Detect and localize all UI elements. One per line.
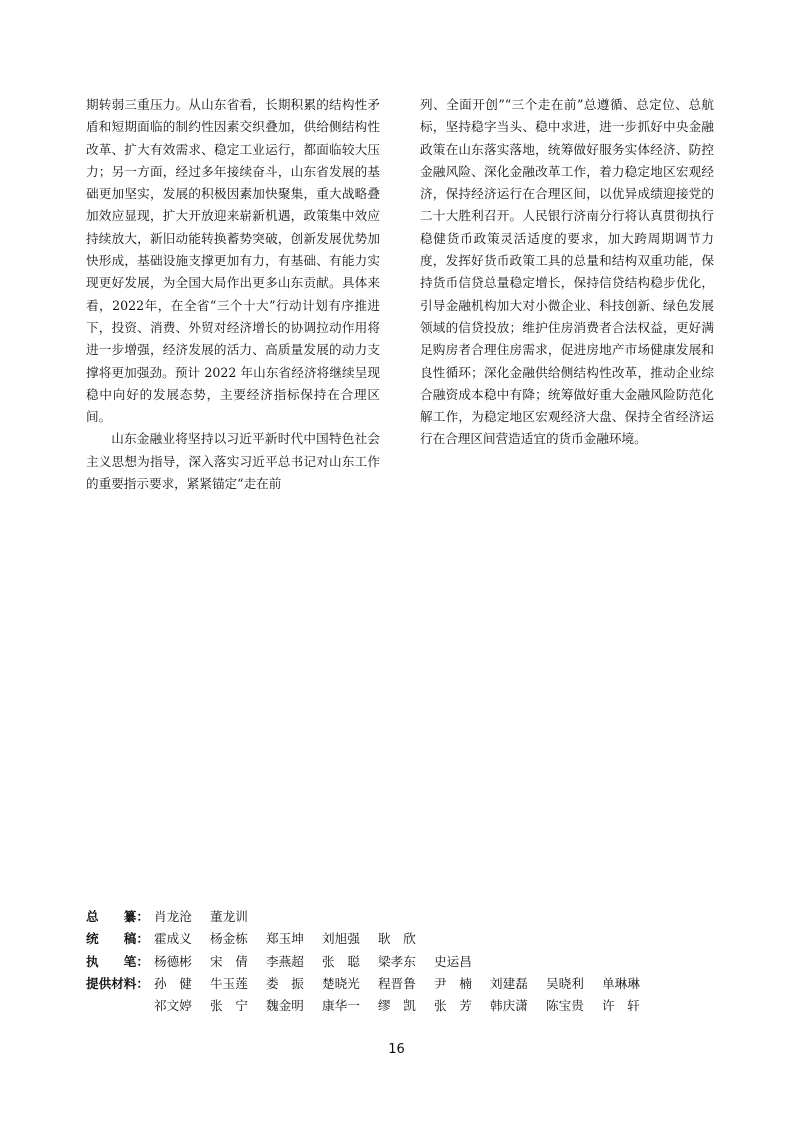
credit-row-compilers — [86, 928, 658, 950]
credit-name: 张 聪 — [322, 953, 360, 969]
credit-name: 霍成义 — [154, 931, 192, 947]
credit-names — [154, 928, 434, 950]
credit-row-materials-continued — [86, 995, 658, 1017]
credit-name: 康华一 — [322, 998, 360, 1014]
credit-name: 魏金明 — [266, 998, 304, 1014]
credit-name: 杨德彬 — [154, 953, 192, 969]
credit-label: 统 稿： — [86, 931, 149, 947]
credit-name: 程晋鲁 — [378, 975, 416, 991]
credit-name: 梁孝东 — [378, 953, 416, 969]
credit-name: 宋 倩 — [210, 953, 248, 969]
credit-name: 张 宁 — [210, 998, 248, 1014]
credit-name: 娄 振 — [266, 975, 304, 991]
credit-label-spacer — [86, 995, 154, 1017]
credit-name: 缪 凯 — [378, 998, 416, 1014]
credit-label: 提供材料： — [86, 975, 149, 991]
credit-name: 单琳琳 — [602, 975, 640, 991]
credit-names — [154, 973, 658, 995]
credit-row-writers — [86, 951, 658, 973]
credit-name: 郑玉坤 — [266, 931, 304, 947]
credit-name: 杨金栋 — [210, 931, 248, 947]
credit-name: 刘旭强 — [322, 931, 360, 947]
credit-label: 执 笔： — [86, 953, 149, 969]
body-paragraph: 山东金融业将坚持以习近平新时代中国特色社会主义思想为指导，深入落实习近平总书记对山东工作的重要指示要求，紧紧锚定“走在前 — [86, 431, 380, 492]
right-column — [420, 94, 714, 451]
credit-name: 李燕超 — [266, 953, 304, 969]
credit-name: 牛玉莲 — [210, 975, 248, 991]
credit-name: 史运昌 — [434, 953, 472, 969]
credit-name: 耿 欣 — [378, 931, 416, 947]
credit-name: 韩庆潇 — [490, 998, 528, 1014]
body-paragraph: 列、全面开创”“三个走在前”总遵循、总定位、总航标，坚持稳字当头、稳中求进，进一步抓好中央金融政策在山东落实落地，统筹做好服务实体经济、防控金融风险、深化金融改革工作，着力稳定地区宏观经济，保持经济运行在合理区间，以优异成绩迎接党的二十大胜利召开。人民银行济南分行将认真贯彻执行稳健货币政策灵活适度的要求，加大跨周期调节力度，发挥好货币政策工具的总量和结构双重功能，保持货币信贷总量稳定增长，保持信贷结构稳步优化，引导金融机构加大对小微企业、科技创新、绿色发展领域的信贷投放；维护住房消费者合法权益，更好满足购房者合理住房需求，促进房地产市场健康发展和良性循环；深化金融供给侧结构性改革，推动企业综合融资成本稳中有降；统筹做好重大金融风险防范化解工作，为稳定地区宏观经济大盘、保持全省经济运行在合理区间营造适宜的货币金融环境。 — [420, 97, 714, 447]
credit-names — [154, 995, 658, 1017]
credit-name: 张 芳 — [434, 998, 472, 1014]
left-column — [86, 94, 380, 495]
credit-name: 董龙训 — [210, 909, 248, 924]
credit-names — [154, 906, 266, 928]
credit-name: 陈宝贵 — [546, 998, 584, 1014]
credit-row-materials — [86, 973, 658, 995]
credit-name: 孙 健 — [154, 975, 192, 991]
credit-row-chief-editor — [86, 906, 658, 928]
credit-name: 楚晓光 — [322, 975, 360, 991]
page-number: 16 — [388, 1042, 405, 1057]
credit-name: 许 轩 — [602, 998, 640, 1014]
credit-name: 尹 楠 — [434, 975, 472, 991]
credit-names — [154, 951, 490, 973]
credit-name: 祁文婷 — [154, 998, 192, 1014]
credit-name: 刘建磊 — [490, 975, 528, 991]
credit-label: 总 纂： — [86, 909, 149, 924]
credit-name: 肖龙沧 — [154, 909, 192, 924]
credit-name: 吴晓利 — [546, 975, 584, 991]
body-paragraph: 期转弱三重压力。从山东省看，长期积累的结构性矛盾和短期面临的制约性因素交织叠加，供给侧结构性改革、扩大有效需求、稳定工业运行，都面临较大压力；另一方面，经过多年接续奋斗，山东省发展的基础更加坚实，发展的积极因素加快聚集，重大战略叠加效应显现，扩大开放迎来崭新机遇，政策集中效应持续放大，新旧动能转换蓄势突破，创新发展优势加快形成，基础设施支撑更加有力，有基础、有能力实现更好发展，为全国大局作出更多山东贡献。具体来看，2022年，在全省“三个十大”行动计划有序推进下，投资、消费、外贸对经济增长的协调拉动作用将进一步增强，经济发展的活力、高质量发展的动力支撑将更加强劲。预计 2022 年山东省经济将继续呈现稳中向好的发展态势，主要经济指标保持在合理区间。 — [86, 97, 380, 425]
credits-block — [86, 906, 658, 1017]
